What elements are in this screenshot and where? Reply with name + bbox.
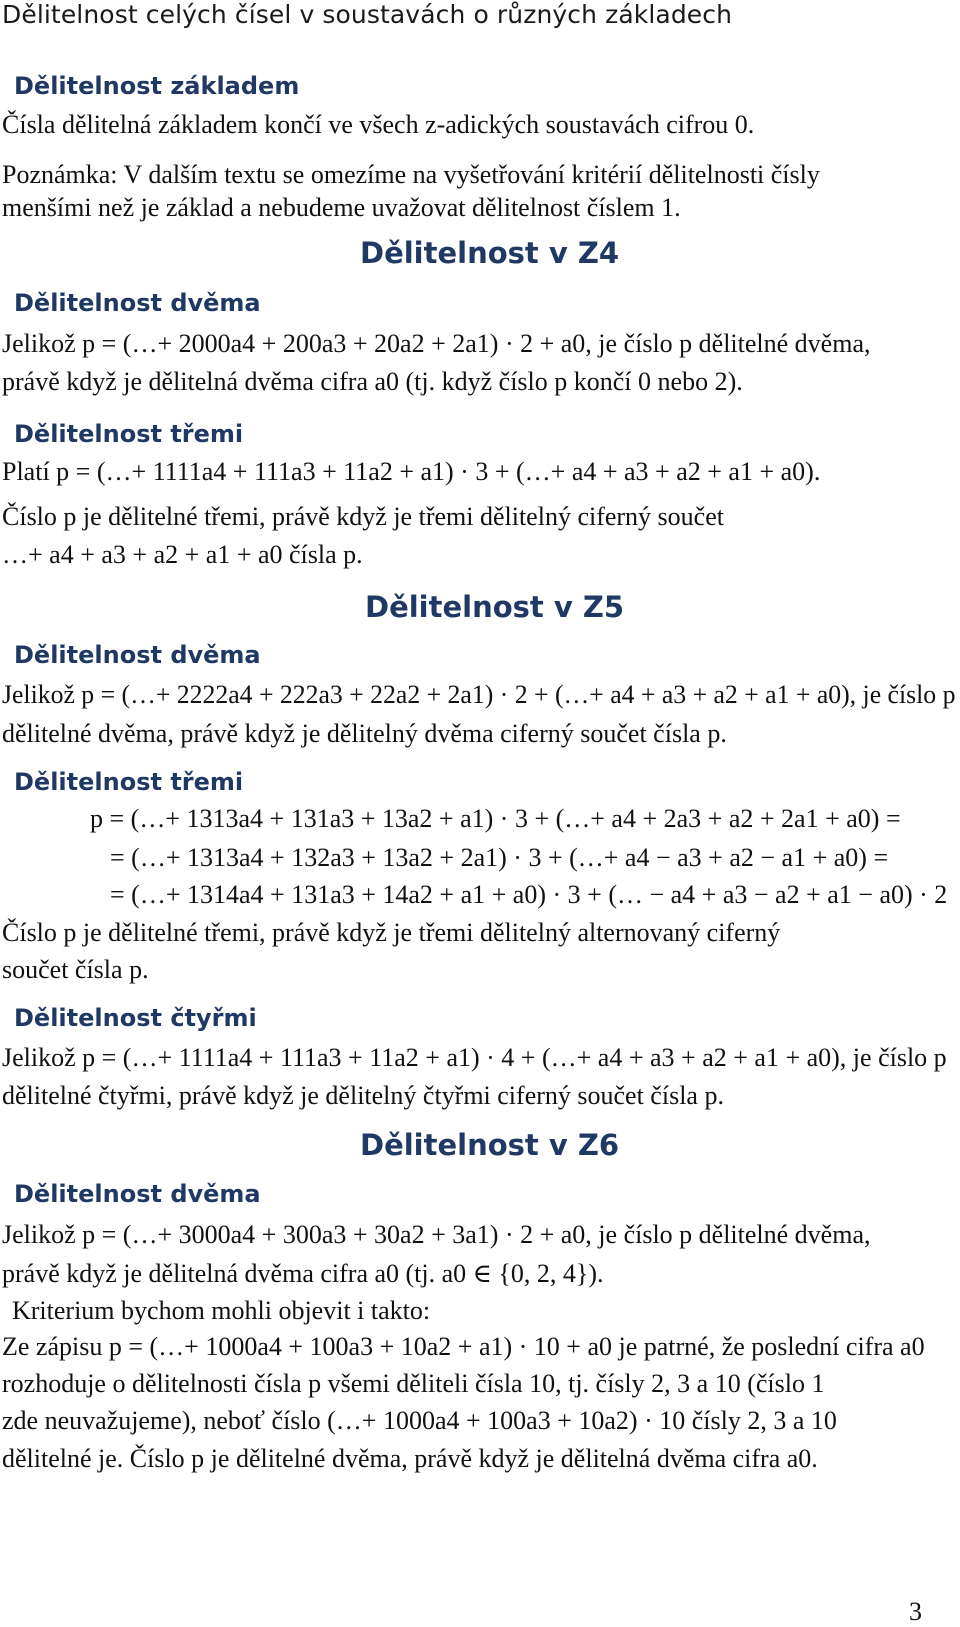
z5-three-equation-3: = (…+ 1314a4 + 131a3 + 14a2 + a1 + a0) · 3 + (… − a4 + a3 − a2 + a1 − a0) · 2 [110,880,948,909]
z5-two-line-1: Jelikož p = (…+ 2222a4 + 222a3 + 22a2 + 2a1) · 2 + (…+ a4 + a3 + a2 + a1 + a0), je číslo p [2,680,956,709]
z5-three-line-1: Číslo p je dělitelné třemi, právě když je třemi dělitelný alternovaný ciferný [2,918,781,947]
z5-four-line-1: Jelikož p = (…+ 1111a4 + 111a3 + 11a2 + a1) · 4 + (…+ a4 + a3 + a2 + a1 + a0), je číslo p [2,1043,947,1072]
z4-two-line-1: Jelikož p = (…+ 2000a4 + 200a3 + 20a2 + 2a1) · 2 + a0, je číslo p dělitelné dvěma, [2,329,871,358]
section-title-z6: Dělitelnost v Z6 [360,1128,620,1162]
z5-two-line-2: dělitelné dvěma, právě když je dělitelný dvěma ciferný součet čísla p. [2,719,727,748]
heading-z6-by-two: Dělitelnost dvěma [14,1180,261,1208]
z6-alternative-heading: Kriterium bychom mohli objevit i takto: [12,1296,431,1325]
heading-z4-by-two: Dělitelnost dvěma [14,289,261,317]
z5-three-equation-1: p = (…+ 1313a4 + 131a3 + 13a2 + a1) · 3 + (…+ a4 + 2a3 + a2 + 2a1 + a0) = [90,804,901,833]
z6-two-line-2: právě když je dělitelná dvěma cifra a0 (tj. a0 ∈ {0, 2, 4}). [2,1259,604,1288]
z6-alt-line-2: rozhoduje o dělitelnosti čísla p všemi děliteli čísla 10, tj. čísly 2, 3 a 10 (číslo 1 [2,1369,825,1398]
z5-four-line-2: dělitelné čtyřmi, právě když je dělitelný čtyřmi ciferný součet čísla p. [2,1081,724,1110]
z4-two-line-2: právě když je dělitelná dvěma cifra a0 (tj. když číslo p končí 0 nebo 2). [2,367,743,396]
heading-z4-by-three: Dělitelnost třemi [14,420,244,448]
heading-z5-by-two: Dělitelnost dvěma [14,641,261,669]
heading-z5-by-four: Dělitelnost čtyřmi [14,1004,257,1032]
heading-z5-by-three: Dělitelnost třemi [14,768,244,796]
z4-three-line-3: …+ a4 + a3 + a2 + a1 + a0 čísla p. [2,540,363,569]
note-line-1: Poznámka: V dalším textu se omezíme na vyšetřování kritérií dělitelnosti čísly [2,160,820,189]
z6-alt-line-1: Ze zápisu p = (…+ 1000a4 + 100a3 + 10a2 + a1) · 10 + a0 je patrné, že poslední cifra a0 [2,1332,925,1361]
z4-three-equation: Platí p = (…+ 1111a4 + 111a3 + 11a2 + a1) · 3 + (…+ a4 + a3 + a2 + a1 + a0). [2,457,821,486]
z6-alt-line-4: dělitelné je. Číslo p je dělitelné dvěma, právě když je dělitelná dvěma cifra a0. [2,1444,818,1473]
note-line-2: menšími než je základ a nebudeme uvažovat dělitelnost číslem 1. [2,193,681,222]
section-title-z4: Dělitelnost v Z4 [360,236,620,270]
z5-three-equation-2: = (…+ 1313a4 + 132a3 + 13a2 + 2a1) · 3 + (…+ a4 − a3 + a2 − a1 + a0) = [110,843,889,872]
z6-alt-line-3: zde neuvažujeme), neboť číslo (…+ 1000a4 + 100a3 + 10a2) · 10 čísly 2, 3 a 10 [2,1406,837,1435]
section-title-z5: Dělitelnost v Z5 [365,590,625,624]
z6-two-line-1: Jelikož p = (…+ 3000a4 + 300a3 + 30a2 + 3a1) · 2 + a0, je číslo p dělitelné dvěma, [2,1220,871,1249]
z5-three-line-2: součet čísla p. [2,955,149,984]
intro-text: Čísla dělitelná základem končí ve všech z-adických soustavách cifrou 0. [2,110,755,139]
page-number: 3 [909,1597,922,1626]
page-header-title: Dělitelnost celých čísel v soustavách o různých základech [2,0,733,29]
z4-three-line-2: Číslo p je dělitelné třemi, právě když je třemi dělitelný ciferný součet [2,502,724,531]
heading-divisibility-by-base: Dělitelnost základem [14,72,300,100]
